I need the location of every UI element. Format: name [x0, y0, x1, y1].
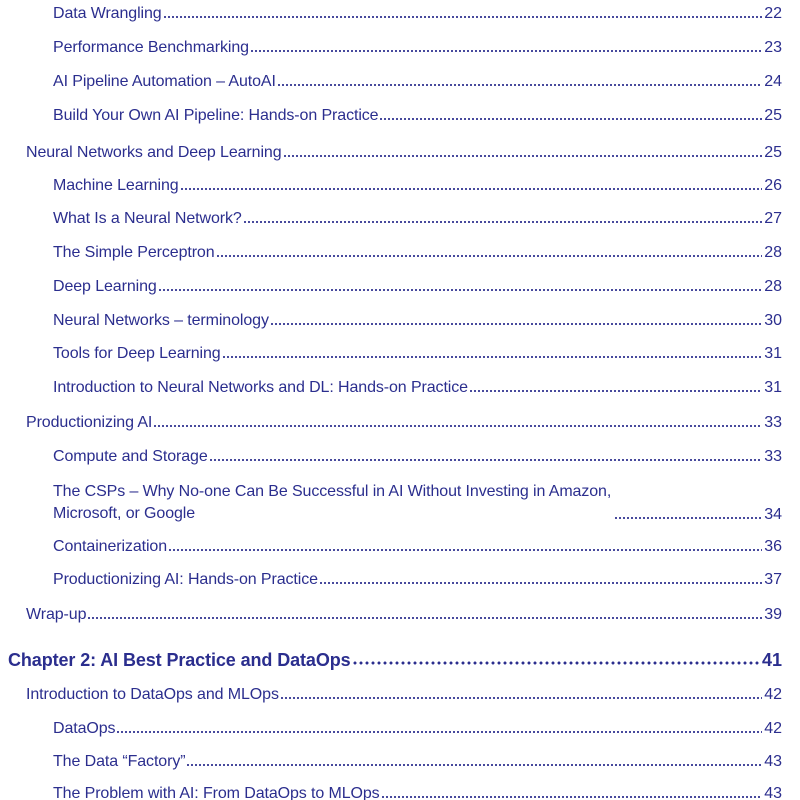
toc-entry-page: 37 [764, 571, 782, 588]
toc-chapter-title: Chapter 2: AI Best Practice and DataOps [8, 650, 351, 670]
toc-entry-title: The Data “Factory” [53, 753, 186, 770]
toc-entry-build-ai-pipeline[interactable] [53, 106, 782, 126]
toc-entry-page: 25 [764, 144, 782, 161]
toc-entry-page: 28 [764, 244, 782, 261]
dot-leader [270, 321, 762, 327]
toc-entry-data-wrangling[interactable] [53, 4, 782, 24]
toc-entry-page: 31 [764, 345, 782, 362]
toc-entry-title: The Problem with AI: From DataOps to MLOps [53, 785, 380, 800]
toc-entry-title: Data Wrangling [53, 5, 162, 22]
toc-entry-page: 28 [764, 278, 782, 295]
toc-entry-title: Machine Learning [53, 177, 179, 194]
toc-entry-simple-perceptron[interactable] [53, 243, 782, 263]
toc-entry-tools-deep-learning[interactable] [53, 344, 782, 364]
dot-leader [216, 253, 763, 259]
dot-leader [319, 580, 762, 586]
toc-entry-page: 33 [764, 448, 782, 465]
toc-entry-title: Introduction to DataOps and MLOps [26, 686, 279, 703]
toc-entry-page: 33 [764, 414, 782, 431]
dot-leader [379, 116, 762, 122]
toc-entry-problem-with-ai[interactable] [53, 784, 782, 800]
toc-entry-page: 30 [764, 312, 782, 329]
toc-entry-title: The CSPs – Why No-one Can Be Successful in AI Without Investing in Amazon, Microsoft, or Google [53, 483, 612, 522]
dot-leader [158, 287, 763, 293]
dot-leader [277, 82, 762, 88]
toc-entry-title: Neural Networks and Deep Learning [26, 144, 282, 161]
toc-entry-machine-learning[interactable] [53, 176, 782, 196]
toc-entry-title: AI Pipeline Automation – AutoAI [53, 73, 276, 90]
dot-leader [153, 423, 762, 429]
toc-entry-title: Containerization [53, 538, 168, 555]
toc-entry-csps[interactable] [53, 481, 782, 525]
toc-entry-what-is-neural-network[interactable] [53, 209, 782, 229]
dot-leader [168, 547, 762, 553]
toc-entry-page: 24 [764, 73, 782, 90]
dot-leader [280, 695, 762, 701]
dot-leader [243, 219, 763, 225]
toc-entry-performance-benchmarking[interactable] [53, 38, 782, 58]
toc-entry-compute-storage[interactable] [53, 447, 782, 467]
toc-entry-page: 25 [764, 107, 782, 124]
dot-leader [469, 388, 762, 394]
toc-entry-title: DataOps [53, 720, 116, 737]
dot-leader [381, 794, 763, 800]
toc-entry-page: 42 [764, 686, 782, 703]
toc-entry-title: Compute and Storage [53, 448, 208, 465]
toc-entry-page: 27 [764, 210, 782, 227]
toc-entry-title: Deep Learning [53, 278, 157, 295]
toc-entry-intro-neural-networks-dl[interactable] [53, 378, 782, 398]
toc-entry-ai-pipeline-automation[interactable] [53, 72, 782, 92]
toc-entry-page: 31 [764, 379, 782, 396]
toc-entry-neural-networks-deep-learning[interactable] [26, 143, 782, 163]
toc-entry-page: 39 [764, 606, 782, 623]
toc-entry-title: Wrap-up [26, 606, 87, 623]
toc-entry-title: Tools for Deep Learning [53, 345, 221, 362]
toc-entry-title: Neural Networks – terminology [53, 312, 269, 329]
toc-entry-page: 22 [764, 5, 782, 22]
toc-entry-neural-networks-terminology[interactable] [53, 311, 782, 331]
toc-entry-title: Build Your Own AI Pipeline: Hands-on Practice [53, 107, 379, 124]
toc-entry-dataops[interactable] [53, 719, 782, 739]
dot-leader [614, 515, 762, 521]
toc-entry-containerization[interactable] [53, 537, 782, 557]
toc-entry-title: Productionizing AI: Hands-on Practice [53, 571, 318, 588]
toc-entry-page: 43 [764, 785, 782, 800]
dot-leader [352, 660, 760, 666]
toc-entry-page: 34 [764, 506, 782, 523]
toc-entry-productionizing-ai-practice[interactable] [53, 570, 782, 590]
toc-entry-productionizing-ai[interactable] [26, 413, 782, 433]
toc-entry-title: The Simple Perceptron [53, 244, 215, 261]
toc-entry-wrap-up[interactable] [26, 605, 782, 625]
toc-entry-page: 36 [764, 538, 782, 555]
toc-entry-data-factory[interactable] [53, 752, 782, 772]
toc-entry-title: What Is a Neural Network? [53, 210, 242, 227]
dot-leader [180, 186, 763, 192]
dot-leader [222, 354, 763, 360]
toc-entry-deep-learning[interactable] [53, 277, 782, 297]
toc-entry-page: 42 [764, 720, 782, 737]
toc-entry-title: Performance Benchmarking [53, 39, 249, 56]
dot-leader [163, 14, 763, 20]
toc-entry-intro-dataops-mlops[interactable] [26, 685, 782, 705]
toc-entry-page: 43 [764, 753, 782, 770]
dot-leader [209, 457, 763, 463]
toc-entry-page: 23 [764, 39, 782, 56]
toc-entry-title: Introduction to Neural Networks and DL: Hands-on Practice [53, 379, 468, 396]
toc-entry-title: Productionizing AI [26, 414, 153, 431]
dot-leader [87, 615, 762, 621]
dot-leader [116, 729, 762, 735]
toc-entry-page: 26 [764, 177, 782, 194]
toc-chapter-2[interactable] [8, 649, 782, 671]
dot-leader [250, 48, 762, 54]
dot-leader [186, 762, 762, 768]
dot-leader [283, 153, 763, 159]
toc-chapter-page: 41 [761, 650, 782, 670]
